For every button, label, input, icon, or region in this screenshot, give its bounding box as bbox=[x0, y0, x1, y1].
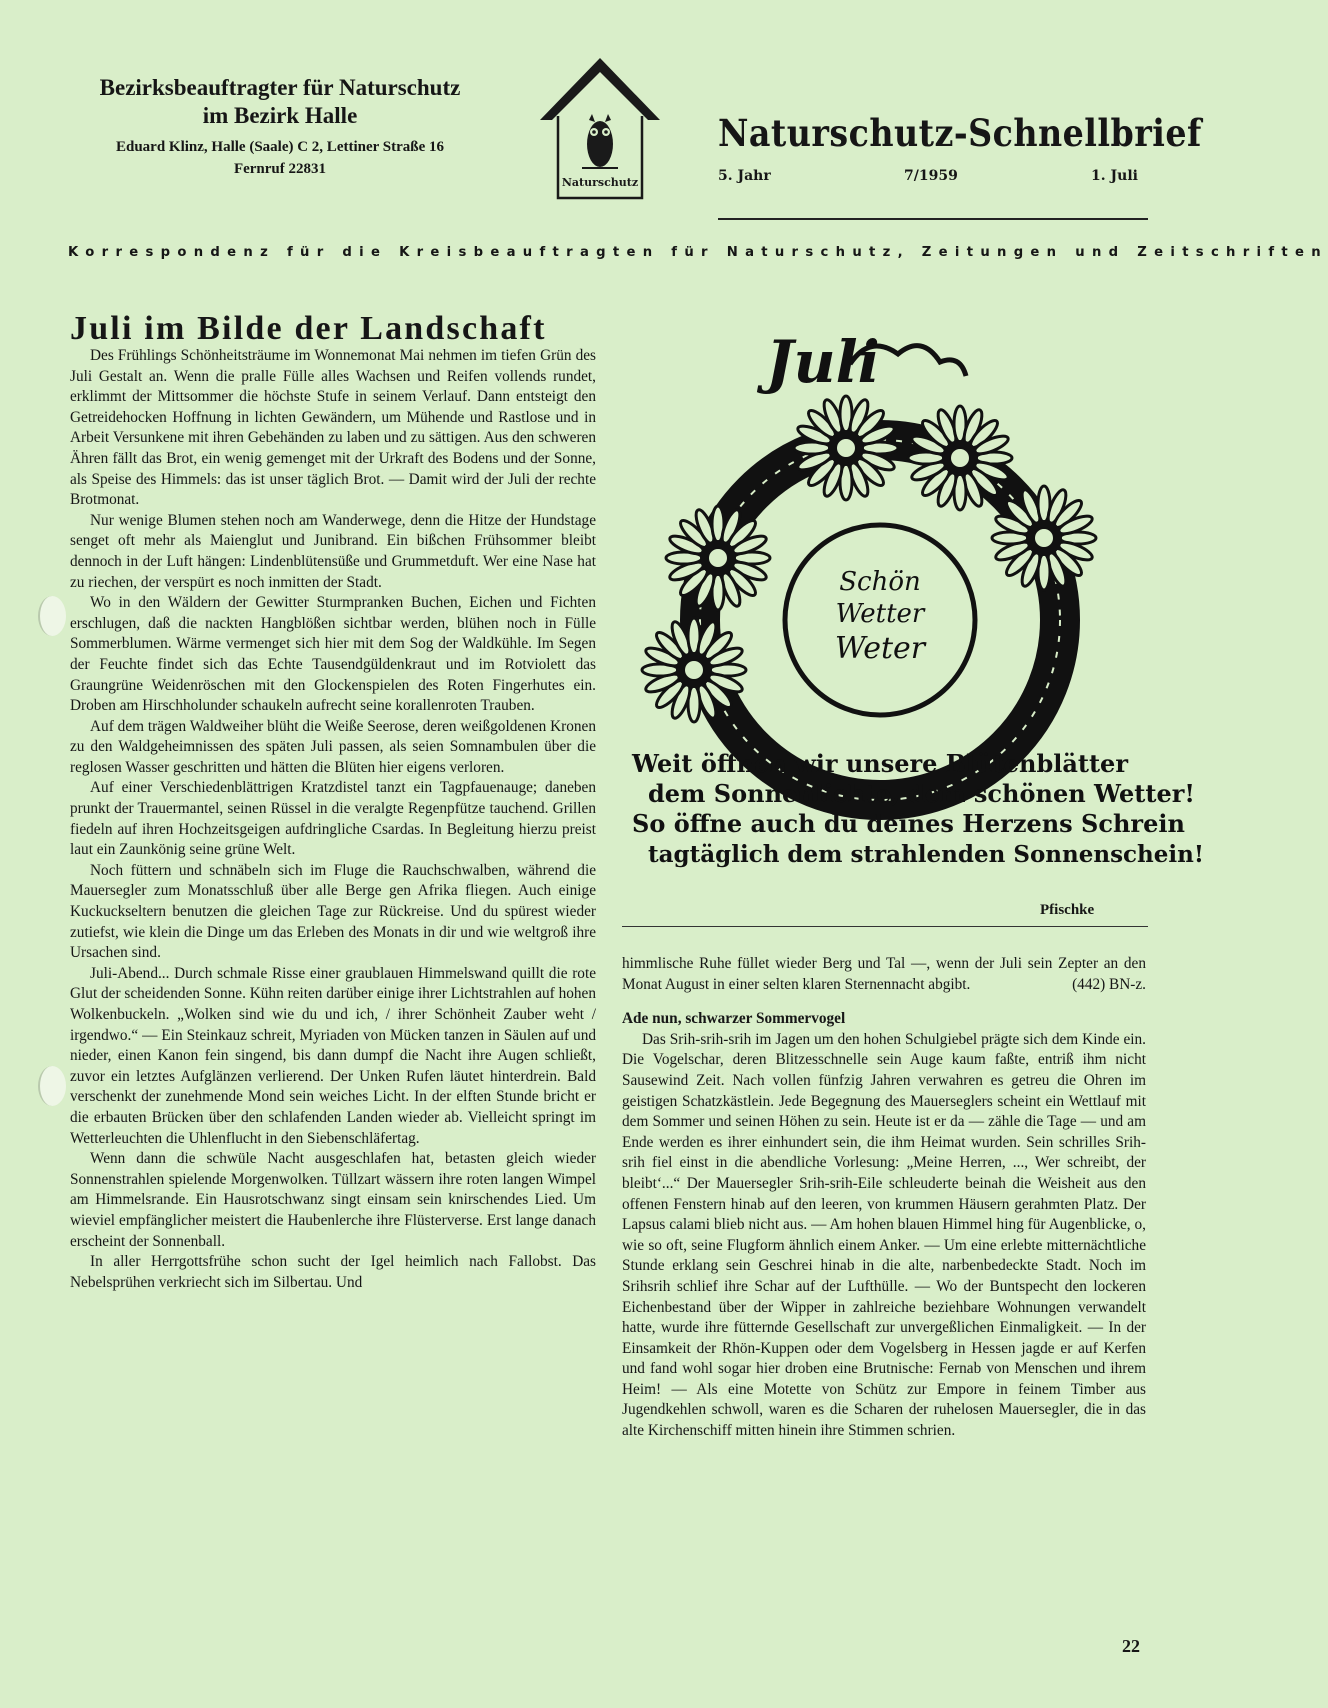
second-article-text: Das Srih-srih-srih im Jagen um den hohen Schulgiebel prägte sich dem Kinde ein. Die Vogelschar, deren Blitzesschnelle sein Auge kaum faßte, entriß ihm nicht Sausewind Zeit. Nach vollen fünfzig Jahren verwahren es getreu die Ohren im geistigen Schatzkästlein. Jede Begegnung des Mauerseglers scheint ein Wettlauf mit dem Sommer und seinen Höhen zu sein. Heute ist er da — zähle die Tage — und am Ende werden es ihrer einhundert sein, die ihm Heimat wurden. Sein schrilles Srih-srih fiel einst in die abendliche Vorlesung: „Meine Herren, ..., Wer schreibt, der bleibt‘...“ Der Mauersegler Srih-srih-Eile schleuderte beinah die Weisheit aus den offenen Fenstern hinab auf den leeren, von krummen Häusern gerahmten Platz. Der Lapsus calami blieb nicht aus. — Am hohen blauen Himmel hing für Augenblicke, o, wie so oft, seine Flugform ähnlich einem Anker. — Um eine erlebte mitternächtliche Stunde erklang sein Geschrei hinab in die alte, narbenbedeckte Stadt. Noch im Srihsrih schlief ihre Schar auf der Lufthülle. — Wo der Buntspecht den lockeren Eichenbestand über der Wipper in zahlreiche beziehbare Wohnungen verwandelt hatte, wurde ihre fütternde Gesellschaft zur unvergeßlichen Einmaligkeit. — In der Einsamkeit der Rhön-Kuppen oder dem Vogelsberg in Hessen jagde er auf Kerfen und fand wohl sogar hier droben eine Brutnische: Fernab von Menschen und ihrem Heim! — Als eine Motette von Schütz zur Empore in feinem Timber aus Jugendkehlen schwoll, waren es die Scharen der ruhelosen Mauersegler, die in das alte Kirchenschiff mitten hinein ihre Stimmen schrien. bbox=[622, 1030, 1146, 1440]
sunflower bbox=[794, 396, 898, 500]
article-body-left bbox=[70, 346, 596, 1293]
continuation-text: himmlische Ruhe füllet wieder Berg und Tal —, wenn der Juli sein Zepter an den Monat August in einer selten klaren Sternennacht abgibt. bbox=[622, 955, 1146, 993]
punch-hole-top bbox=[38, 596, 66, 636]
header-rule-right bbox=[718, 218, 1148, 220]
tagline: Korrespondenz für die Kreisbeauftragten für Naturschutz, Zeitungen und Zeitschriften bbox=[68, 245, 1328, 260]
verse-line-1: Weit öffnen wir unsere Blütenblätter bbox=[632, 749, 1128, 778]
article-body-right bbox=[622, 954, 1146, 1442]
logo-label: Naturschutz bbox=[561, 176, 639, 189]
paragraph: Nur wenige Blumen stehen noch am Wanderwege, denn die Hitze der Hundstage senget oft mehr als Maienglut und Junibrand. Ein bißchen Frühsommer bleibt dennoch in der Luft hängen: Lindenblütensüße und Grummetduft. Wer eine Nase hat zu riechen, der verspürt es noch inmitten der Stadt. bbox=[70, 511, 596, 591]
article-reference: (442) BN-z. bbox=[1072, 975, 1146, 993]
issuer-address: Eduard Klinz, Halle (Saale) C 2, Lettiner Straße 16 bbox=[115, 139, 445, 155]
issue-info bbox=[718, 168, 1138, 184]
paragraph: Wenn dann die schwüle Nacht ausgeschlafen hat, betasten gleich wieder Sonnenstrahlen spielende Morgenwolken. Tüllzart wässern ihre roten langen Wimpel am Himmelsrande. Ein Hausrotschwanz singt einsam sein knirschendes Lied. Um wieviel empfänglicher meistert die Haubenlerche ihre Flüsterverse. Erst lange danach erscheint der Sonnenball. bbox=[70, 1150, 596, 1250]
issuer-title-line2: im Bezirk Halle bbox=[202, 103, 358, 128]
article-title: Juli im Bilde der Landschaft bbox=[70, 310, 547, 347]
page-number: 22 bbox=[1122, 1636, 1140, 1656]
paragraph: Wo in den Wäldern der Gewitter Sturmpranken Buchen, Eichen und Fichten erschlugen, daß die nackten Hangblößen sichtbar werden, blühen noch in Fülle Sommerblumen. Wärme vermenget sich hier mit dem Sog der Waldkühle. Im Segen der Feuchte findet sich das Echte Tausendgüldenkraut und im Rotviolett das Graungrüne Weidenröschen mit den Glockenspielen des Roten Fingerhutes ein. Droben am Hirschholunder schaukeln aufrecht seine korallenroten Trauben. bbox=[70, 594, 596, 715]
second-article-title: Ade nun, schwarzer Sommervogel bbox=[622, 1010, 846, 1028]
naturschutz-owl-logo bbox=[536, 56, 664, 206]
right-column-rule bbox=[622, 926, 1148, 927]
sunflower bbox=[908, 406, 1012, 510]
sunflower bbox=[642, 618, 746, 722]
issue-year: 5. Jahr bbox=[718, 168, 771, 184]
article-continuation bbox=[622, 954, 1146, 995]
paragraph: In aller Herrgottsfrühe schon sucht der Igel heimlich nach Fallobst. Das Nebelsprühen verkriecht sich im Silbertau. Und bbox=[70, 1253, 596, 1291]
paragraph: Juli-Abend... Durch schmale Risse einer graublauen Himmelswand quillt die rote Glut der scheidenden Sonne. Kühn reiten darüber einige ihrer Lichtstrahlen auf hohen Wolkenbuckeln. „Wolken sind wie du und ich, / ihrer Schönheit Zauber weht / irgendwo.“ — Ein Steinkauz schreit, Myriaden von Mücken tanzen in Säulen auf und nieder, einen Kanon fein singend, bis dann dumpf die Nacht ihre Augen schließt, zuvor ein letztes Aufglänzen verlierend. Der Unken Rufen läutet hinterdrein. Bald verschenkt der zunehmende Mond sein weiches Licht. In der elften Stunde bricht er die erbauten Brücken über den schlafenden Landen wieder ab. Vielleicht springt im Wetterleuchten die Uhlenflucht in den Siebenschläfertag. bbox=[70, 964, 596, 1147]
center-text-3: Weter bbox=[834, 631, 926, 666]
paragraph: Des Frühlings Schönheitsträume im Wonnemonat Mai nehmen im tiefen Grün des Juli Gestalt an. Wenn die pralle Fülle alles Wachsen und Reifen vollends rundet, erklimmt der Mittsommer die höchste Stufe in seinem Verlauf. Dann entsteigt den Getreidehocken Hoffnung in lichten Gewändern, um Mühende und Rastlose und in Arbeit Versunkene mit ihren Gebehänden zu laben und zu sättigen. Aus den schweren Ähren fällt das Brot, ein wenig gemenget mit der Urkraft des Bodens und der Sonne, als Speise des Himmels: das ist unser täglich Brot. — Damit wird der Juli der rechte Brotmonat. bbox=[70, 347, 596, 509]
center-text-2: Wetter bbox=[835, 599, 925, 629]
masthead bbox=[718, 111, 1202, 184]
verse-line-3: So öffne auch du deines Herzens Schrein bbox=[632, 809, 1185, 838]
sunflower-woodcut-illustration bbox=[618, 320, 1204, 880]
illustration-title: Juli bbox=[766, 328, 880, 396]
issuer-phone: Fernruf 22831 bbox=[233, 161, 327, 177]
brand-title: Naturschutz-Schnellbrief bbox=[718, 111, 1202, 155]
issuer-title-line1: Bezirksbeauftragter für Naturschutz bbox=[99, 75, 461, 100]
verse-line-4: tagtäglich dem strahlenden Sonnenschein! bbox=[648, 841, 1204, 868]
paragraph: Auf einer Verschiedenblättrigen Kratzdistel tanzt ein Tagpfauenauge; daneben prunkt der Trauermantel, seinen Rüssel in die veralgte Regenpfütze tauchend. Grillen fiedeln auf ihren Hochzeitsgeigen aufdringliche Csardas. In Begleitung hierzu preist laut ein Zaunkönig seine grüne Welt. bbox=[70, 779, 596, 859]
illustration-credit: Pfischke bbox=[1040, 902, 1095, 918]
verse-line-2: dem Sonnenlichte, dem schönen Wetter! bbox=[648, 779, 1195, 808]
paragraph: Auf dem trägen Waldweiher blüht die Weiße Seerose, deren weißgoldenen Kronen zu den Waldgeheimnissen des späten Juli passen, als seien Somnambulen über die reglosen Wasser geschritten und hätten die Blüten hier eigens verloren. bbox=[70, 717, 596, 776]
center-text-1: Schön bbox=[839, 567, 921, 597]
punch-hole-bottom bbox=[38, 1066, 66, 1106]
sunflower bbox=[992, 486, 1096, 590]
issue-date: 1. Juli bbox=[1091, 168, 1138, 184]
issue-number: 7/1959 bbox=[903, 168, 958, 184]
sunflower bbox=[666, 506, 770, 610]
paragraph: Noch füttern und schnäbeln sich im Fluge die Rauchschwalben, während die Mauersegler zum Monatsschluß über alle Berge gen Afrika fliegen. Auch einige Kuckuckseltern benutzen die gleichen Tage zur Rückreise. Und du spürest wieder zutiefst, wie klein die Dinge um das Erleben des Monats in dir und wie weltgroß ihre Ursachen sind. bbox=[70, 861, 596, 962]
issuer-block bbox=[60, 74, 500, 180]
